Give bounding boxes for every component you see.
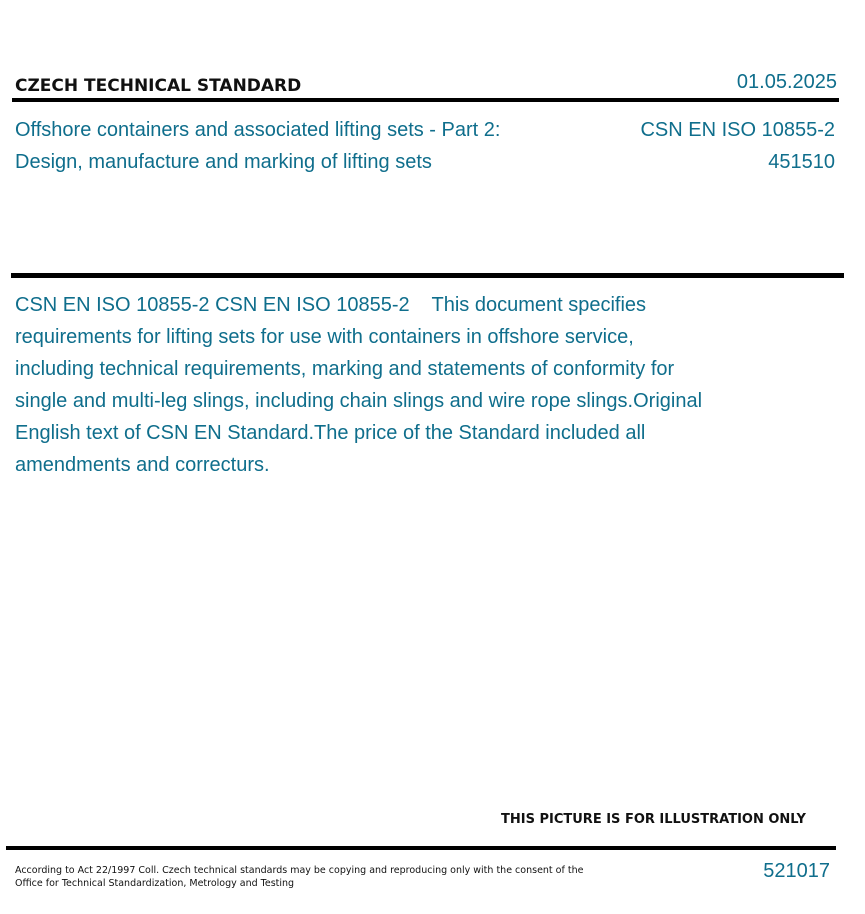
document-category: CZECH TECHNICAL STANDARD [15, 76, 302, 96]
standard-class-code: 451510 [768, 151, 835, 173]
header-divider [12, 98, 839, 102]
footer-divider [6, 846, 836, 850]
catalog-number: 521017 [763, 860, 830, 882]
standard-codes [640, 114, 835, 178]
standard-description: CSN EN ISO 10855-2 CSN EN ISO 10855-2 This document specifies requirements for lifting sets for use with containers in offshore service, including technical requirements, marking and statements of conformity for single and multi-leg slings, including chain slings and wire rope slings.Original English text of CSN EN Standard.The price of the Standard included all amendments and correcturs. [15, 294, 708, 476]
standard-designation: CSN EN ISO 10855-2 [640, 119, 835, 141]
standard-title: Offshore containers and associated lifting sets - Part 2: Design, manufacture and marking of lifting sets [15, 119, 501, 173]
legal-notice: According to Act 22/1997 Coll. Czech technical standards may be copying and reproducing only with the consent of the Office for Technical Standardization, Metrology and Testing [15, 865, 584, 889]
illustration-note: THIS PICTURE IS FOR ILLUSTRATION ONLY [501, 812, 806, 827]
publication-date: 01.05.2025 [736, 71, 837, 93]
section-divider [11, 273, 844, 278]
